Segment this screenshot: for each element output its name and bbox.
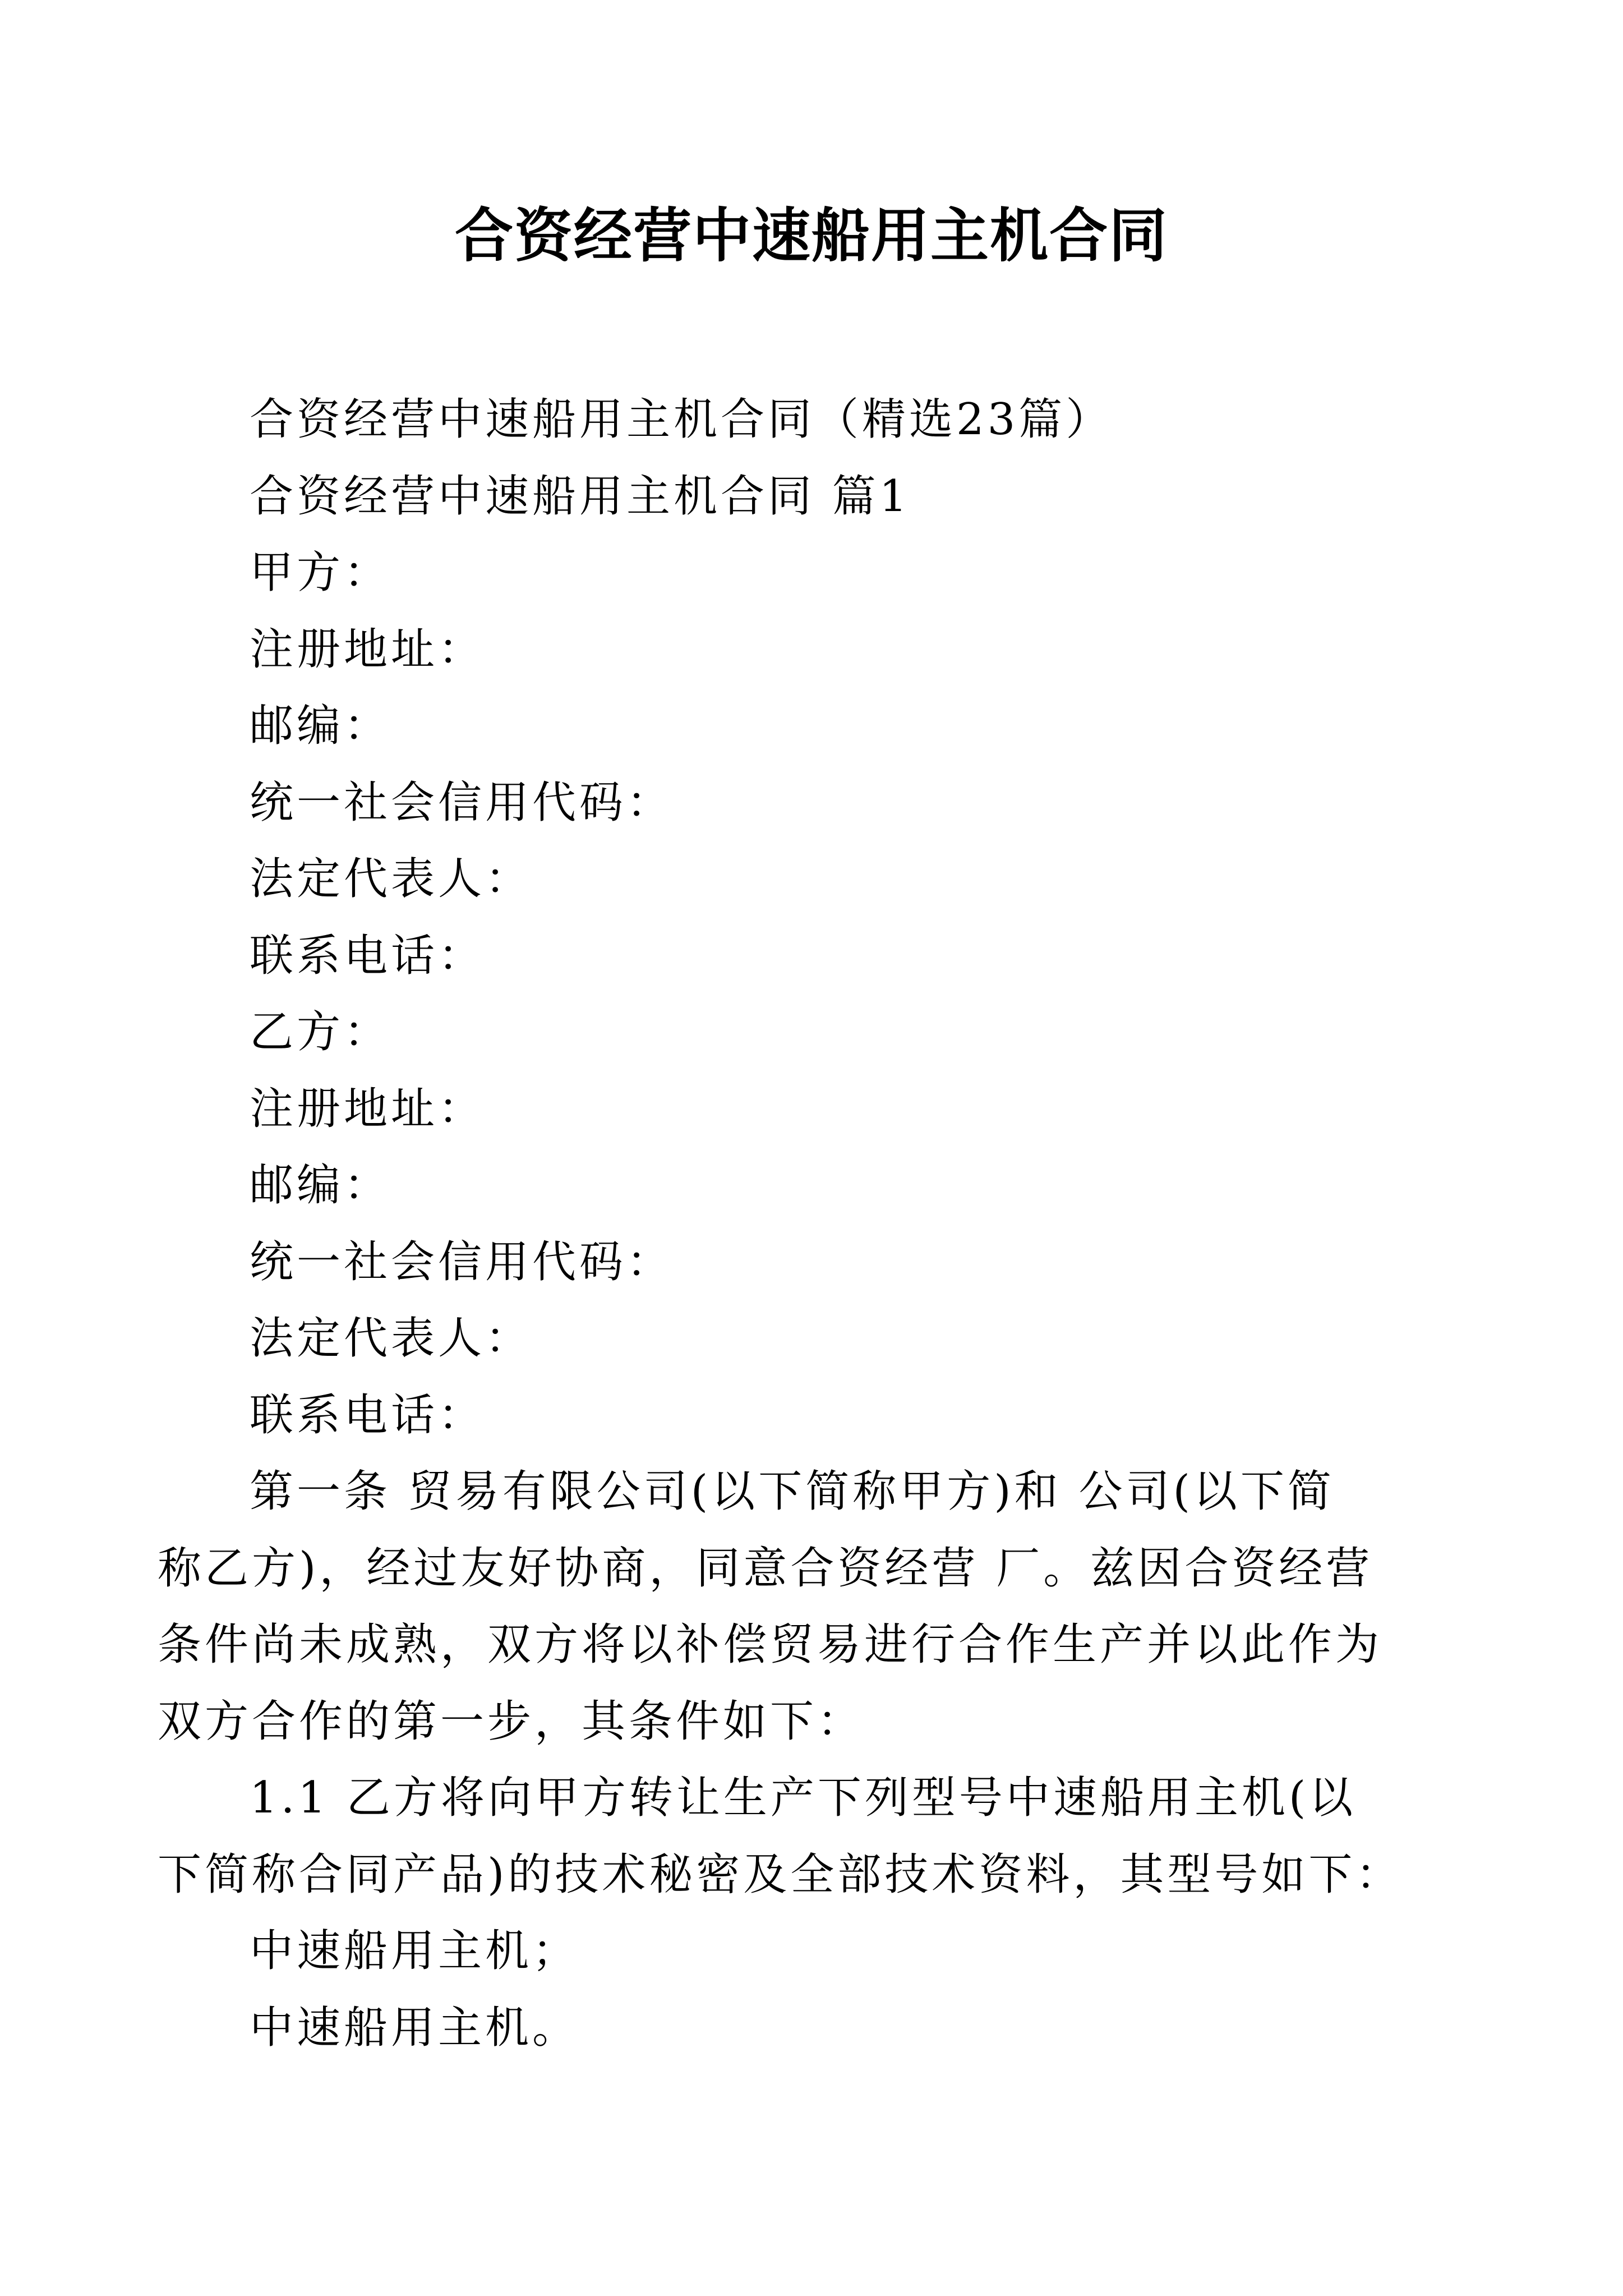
party-a-credit-code-label: 统一社会信用代码： [250, 777, 674, 828]
party-b-credit-code-label: 统一社会信用代码： [250, 1236, 674, 1287]
party-a-address-label: 注册地址： [250, 624, 486, 675]
article-1-line: 条件尚未成熟，双方将以补偿贸易进行合作生产并以此作为 [158, 1619, 1383, 1670]
party-a-representative-label: 法定代表人： [250, 854, 533, 904]
party-a-phone-label: 联系电话： [250, 930, 486, 981]
model-item: 中速船用主机。 [250, 2002, 580, 2053]
party-b-address-label: 注册地址： [250, 1083, 486, 1134]
article-1-paragraph [158, 1453, 1394, 1760]
party-a-postcode-label: 邮编： [250, 701, 391, 751]
article-1-line: 称乙方)，经过友好协商，同意合资经营 厂。兹因合资经营 [158, 1543, 1373, 1594]
model-item: 中速船用主机； [250, 1926, 580, 1976]
article-1-line: 双方合作的第一步，其条件如下： [158, 1696, 865, 1747]
party-b-phone-label: 联系电话： [250, 1389, 486, 1441]
clause-1-1-paragraph [158, 1760, 1403, 1913]
section-heading: 合资经营中速船用主机合同 篇1 [250, 471, 911, 522]
document-title: 合资经营中速船用主机合同 [454, 201, 1168, 270]
party-b-label: 乙方： [250, 1007, 391, 1057]
clause-1-1-line: 1.1 乙方将向甲方转让生产下列型号中速船用主机(以 [250, 1773, 1357, 1823]
clause-1-1-line: 下简称合同产品)的技术秘密及全部技术资料，其型号如下： [158, 1849, 1403, 1900]
article-1-line: 第一条 贸易有限公司(以下简称甲方)和 公司(以下简 [250, 1466, 1335, 1517]
party-a-label: 甲方： [250, 547, 391, 598]
subtitle-line: 合资经营中速船用主机合同（精选23篇） [250, 394, 1113, 445]
party-b-representative-label: 法定代表人： [250, 1313, 533, 1364]
party-b-postcode-label: 邮编： [250, 1160, 391, 1211]
document-body [158, 381, 1403, 2066]
